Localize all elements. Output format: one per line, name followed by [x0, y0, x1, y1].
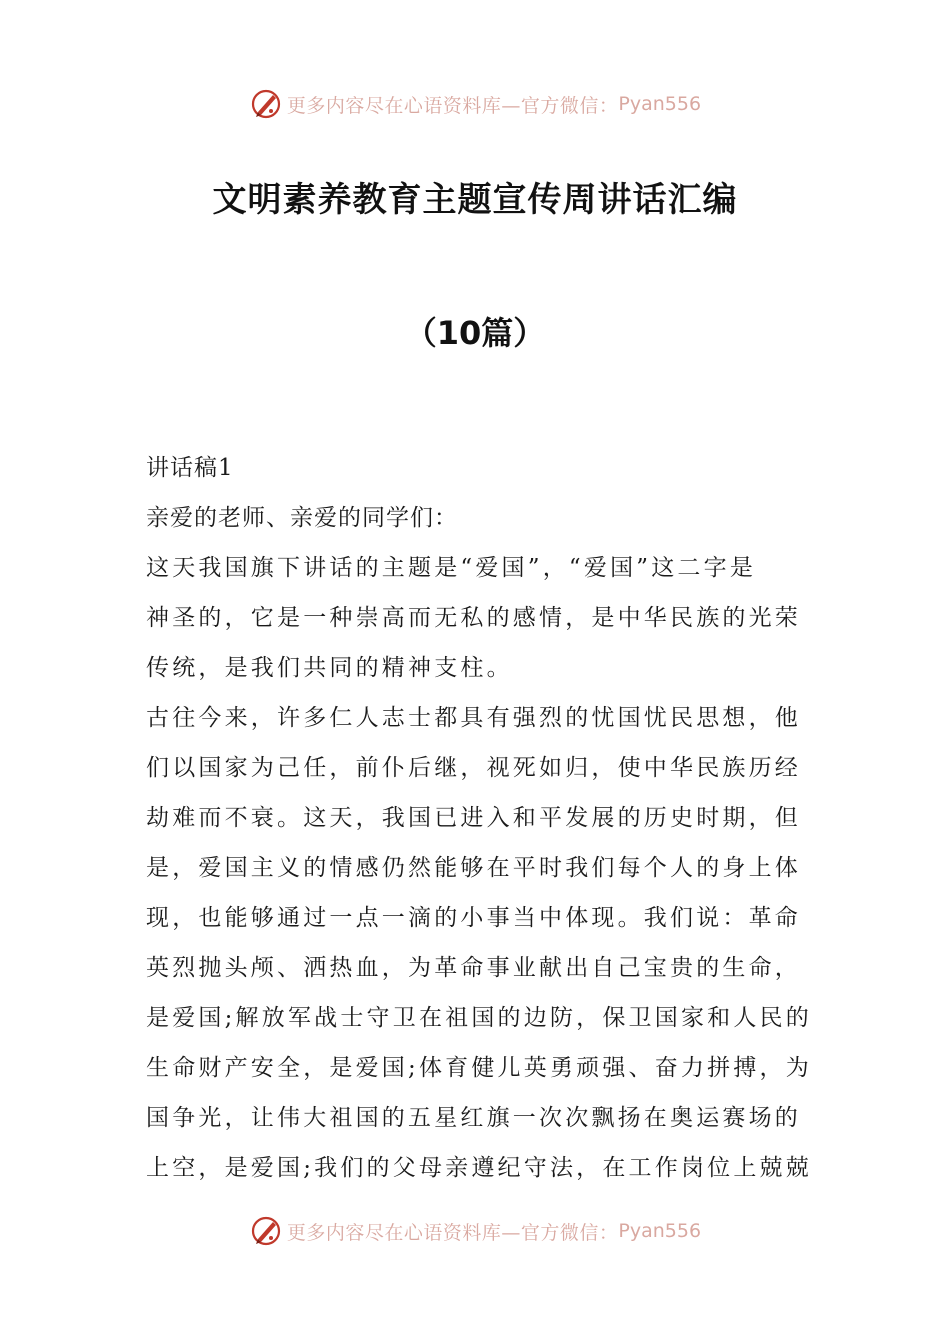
banner-text: 更多内容尽在心语资料库—官方微信： [286, 1221, 619, 1244]
pen-logo-icon [249, 1214, 283, 1248]
body-line: 是，爱国主义的情感仍然能够在平时我们每个人的身上体 [146, 855, 801, 881]
body-line: 上空，是爱国;我们的父母亲遵纪守法，在工作岗位上兢兢 [146, 1155, 812, 1181]
document-subtitle: （10篇） [404, 314, 546, 352]
body-line: 英烈抛头颅、洒热血，为革命事业献出自己宝贵的生命， [146, 955, 801, 981]
body-line: 们以国家为己任，前仆后继，视死如归，使中华民族历经 [146, 755, 801, 781]
body-line: 劫难而不衰。这天，我国已进入和平发展的历史时期，但 [146, 805, 801, 831]
body-line: 是爱国;解放军战士守卫在祖国的边防，保卫国家和人民的 [146, 1005, 812, 1031]
speech-heading: 讲话稿1 [146, 455, 234, 481]
body-line: 古往今来，许多仁人志士都具有强烈的忧国忧民思想，他 [146, 705, 801, 731]
banner-wechat-id: Pyan556 [618, 93, 702, 115]
body-line: 神圣的，它是一种崇高而无私的感情，是中华民族的光荣 [146, 605, 801, 631]
body-line: 生命财产安全，是爱国;体育健儿英勇顽强、奋力拼搏，为 [146, 1055, 812, 1081]
body-line: 传统，是我们共同的精神支柱。 [146, 655, 513, 681]
body-line: 现，也能够通过一点一滴的小事当中体现。我们说：革命 [146, 905, 801, 931]
banner-wechat-id: Pyan556 [618, 1220, 702, 1242]
banner-text: 更多内容尽在心语资料库—官方微信： [286, 94, 619, 117]
speech-greeting: 亲爱的老师、亲爱的同学们： [146, 505, 458, 531]
document-title: 文明素养教育主题宣传周讲话汇编 [212, 180, 738, 220]
body-line: 这天我国旗下讲话的主题是“爱国”，“爱国”这二字是 [146, 555, 757, 581]
header-banner [0, 84, 950, 124]
footer-banner [0, 1211, 950, 1251]
pen-logo-icon [249, 87, 283, 121]
body-line: 国争光，让伟大祖国的五星红旗一次次飘扬在奥运赛场的 [146, 1105, 801, 1131]
speech-body [146, 448, 812, 1198]
